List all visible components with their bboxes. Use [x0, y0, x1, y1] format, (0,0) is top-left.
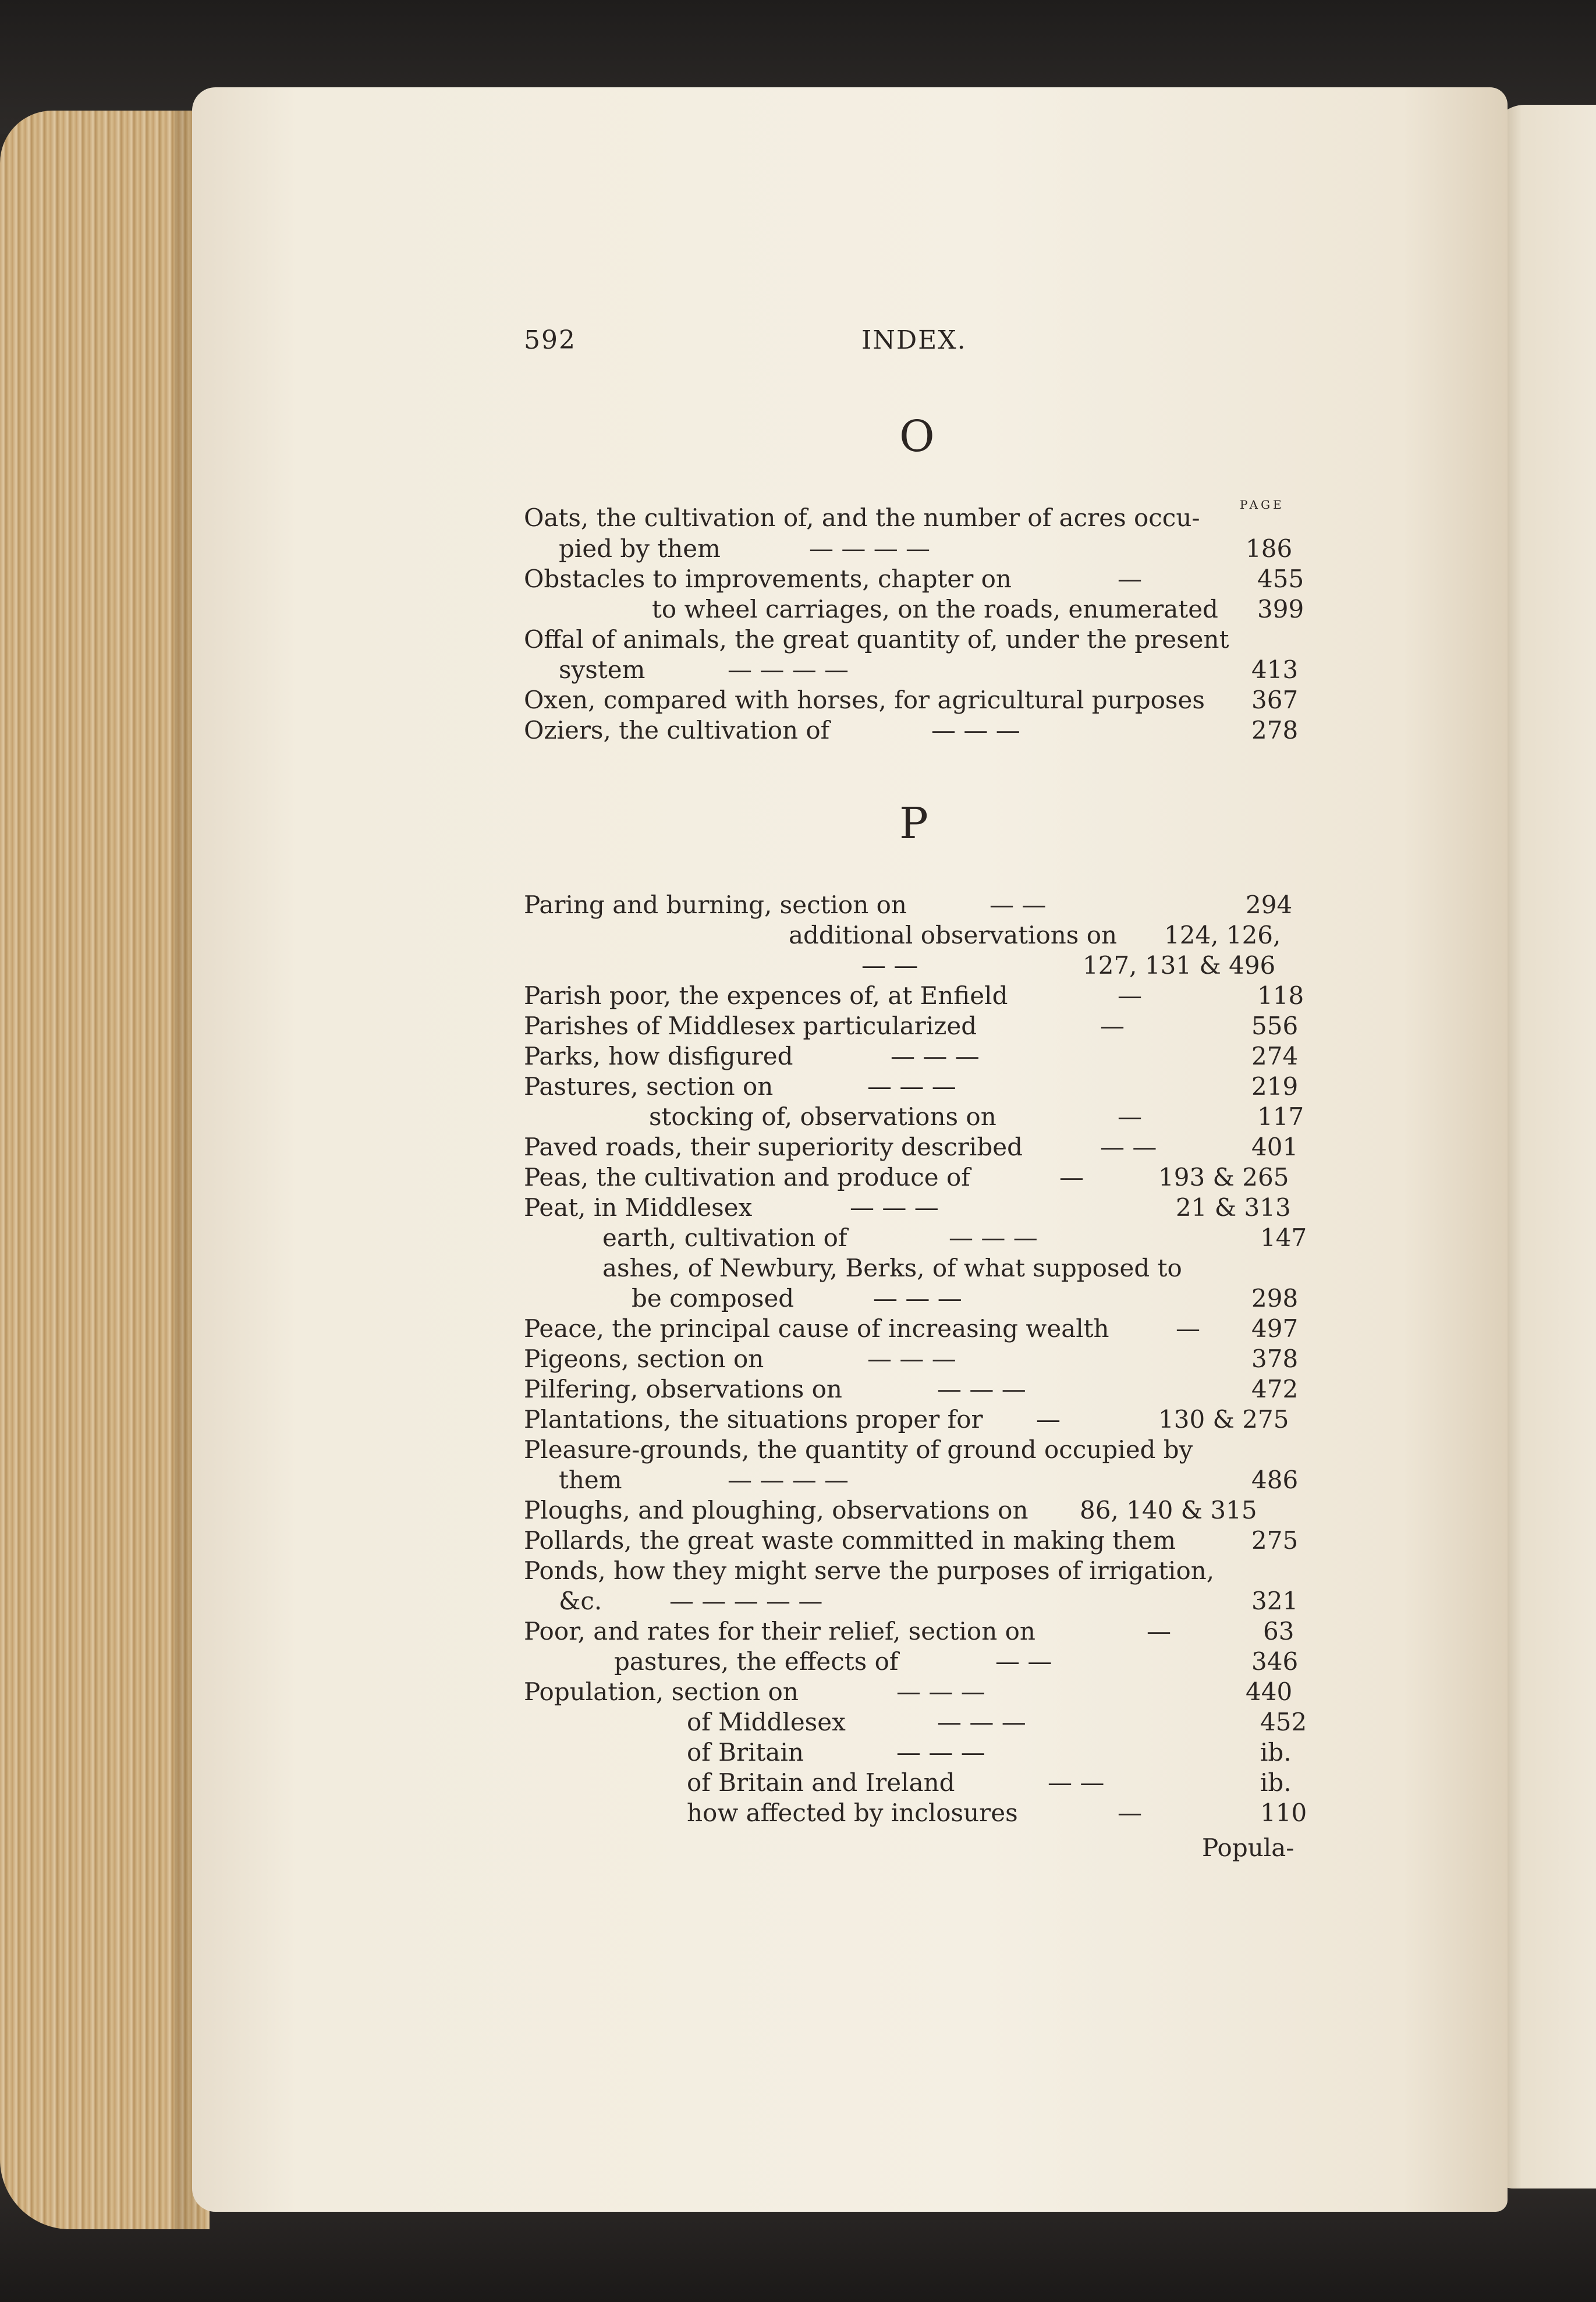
- index-entry: Oats, the cultivation of, and the number of acres occu-: [524, 503, 1200, 532]
- leader-dashes: — — —: [867, 1345, 956, 1373]
- page-ref: 86, 140 & 315: [1080, 1496, 1257, 1524]
- index-entry: Pigeons, section on: [524, 1345, 764, 1373]
- section-letter-p: P: [899, 799, 928, 849]
- page-ref: 275: [1251, 1526, 1299, 1555]
- leader-dashes: — — —: [873, 1284, 962, 1313]
- index-entry: Parks, how disfigured: [524, 1042, 793, 1070]
- page-ref: 294: [1246, 891, 1293, 919]
- index-entry: stocking of, observations on: [649, 1102, 996, 1131]
- leader-dashes: — — — — —: [669, 1587, 823, 1615]
- page-ref: 274: [1251, 1042, 1299, 1070]
- page-ref: 321: [1251, 1587, 1299, 1615]
- leader-dashes: —: [1059, 1163, 1084, 1191]
- page-ref: 110: [1260, 1799, 1307, 1827]
- index-entry: Parish poor, the expences of, at Enfield: [524, 981, 1008, 1010]
- page-ref: 127, 131 & 496: [1083, 951, 1276, 980]
- leader-dashes: —: [1036, 1405, 1061, 1434]
- page-ref: 378: [1251, 1345, 1299, 1373]
- leader-dashes: —: [1118, 981, 1142, 1010]
- index-entry: Peas, the cultivation and produce of: [524, 1163, 970, 1191]
- page-ref: ib.: [1260, 1768, 1292, 1797]
- page-number: 592: [524, 325, 576, 355]
- index-entry: Plantations, the situations proper for: [524, 1405, 983, 1434]
- page-ref: 298: [1251, 1284, 1299, 1313]
- page-ref: 186: [1246, 534, 1293, 563]
- page-ref: 413: [1251, 655, 1299, 684]
- index-entry: Oxen, compared with horses, for agricultural purposes: [524, 686, 1205, 714]
- leader-dashes: — —: [1048, 1768, 1105, 1797]
- index-entry: Paved roads, their superiority described: [524, 1133, 1023, 1161]
- leader-dashes: —: [1118, 1799, 1142, 1827]
- page-ref: 401: [1251, 1133, 1299, 1161]
- page-ref: 130 & 275: [1158, 1405, 1289, 1434]
- section-letter-o: O: [899, 412, 935, 462]
- index-entry: Population, section on: [524, 1677, 799, 1706]
- page-ref: 124, 126,: [1164, 921, 1281, 949]
- page-ref: 455: [1257, 565, 1304, 593]
- index-entry: Pilfering, observations on: [524, 1375, 842, 1403]
- index-entry: earth, cultivation of: [602, 1223, 847, 1252]
- page-column-label: PAGE: [1240, 498, 1285, 512]
- index-entry: Pleasure-grounds, the quantity of ground occupied by: [524, 1435, 1193, 1464]
- page-ref: 278: [1251, 716, 1299, 744]
- page-ref: 63: [1263, 1617, 1294, 1645]
- page-ref: ib.: [1260, 1738, 1292, 1767]
- leader-dashes: — — —: [931, 716, 1020, 744]
- page-ref: 117: [1257, 1102, 1304, 1131]
- index-entry: Oziers, the cultivation of: [524, 716, 830, 744]
- page-ref: 118: [1257, 981, 1304, 1010]
- leader-dashes: —: [1118, 565, 1142, 593]
- leader-dashes: — —: [989, 891, 1047, 919]
- page-ref: 440: [1246, 1677, 1293, 1706]
- page-stack-edges: [0, 111, 210, 2229]
- index-entry: Peace, the principal cause of increasing wealth: [524, 1314, 1109, 1343]
- index-entry: to wheel carriages, on the roads, enumerated: [652, 595, 1218, 623]
- index-entry: Peat, in Middlesex: [524, 1193, 753, 1222]
- page-ref: 472: [1251, 1375, 1299, 1403]
- index-entry: Pollards, the great waste committed in making them: [524, 1526, 1176, 1555]
- leader-dashes: — — — —: [809, 534, 931, 563]
- page-ref: 147: [1260, 1223, 1307, 1252]
- index-entry: ashes, of Newbury, Berks, of what supposed to: [602, 1254, 1182, 1282]
- page-ref: 21 & 313: [1176, 1193, 1291, 1222]
- index-entry: Paring and burning, section on: [524, 891, 907, 919]
- leader-dashes: — — — —: [728, 1466, 849, 1494]
- index-entry: them: [559, 1466, 622, 1494]
- page-ref: 556: [1251, 1012, 1299, 1040]
- leader-dashes: — —: [995, 1647, 1052, 1676]
- leader-dashes: — — —: [949, 1223, 1038, 1252]
- leader-dashes: — —: [861, 951, 918, 980]
- leader-dashes: —: [1118, 1102, 1142, 1131]
- index-entry: system: [559, 655, 646, 684]
- leader-dashes: —: [1147, 1617, 1171, 1645]
- leader-dashes: — — —: [937, 1708, 1026, 1736]
- page-ref: 219: [1251, 1072, 1299, 1101]
- page-ref: 346: [1251, 1647, 1299, 1676]
- index-entry: Ploughs, and ploughing, observations on: [524, 1496, 1028, 1524]
- leader-dashes: — — —: [896, 1677, 985, 1706]
- leader-dashes: — — — —: [728, 655, 849, 684]
- catchword: Popula-: [1202, 1833, 1294, 1862]
- index-entry: of Britain: [687, 1738, 804, 1767]
- leader-dashes: — — —: [891, 1042, 980, 1070]
- index-entry: Poor, and rates for their relief, section on: [524, 1617, 1035, 1645]
- index-entry: how affected by inclosures: [687, 1799, 1018, 1827]
- leader-dashes: — — —: [896, 1738, 985, 1767]
- leader-dashes: — —: [1100, 1133, 1157, 1161]
- index-entry: pied by them: [559, 534, 721, 563]
- index-entry: Parishes of Middlesex particularized: [524, 1012, 977, 1040]
- leader-dashes: — — —: [937, 1375, 1026, 1403]
- page-ref: 193 & 265: [1158, 1163, 1289, 1191]
- index-entry: Obstacles to improvements, chapter on: [524, 565, 1012, 593]
- page-ref: 452: [1260, 1708, 1307, 1736]
- leader-dashes: —: [1100, 1012, 1125, 1040]
- running-title: INDEX.: [861, 325, 967, 355]
- page-ref: 486: [1251, 1466, 1299, 1494]
- index-entry: of Middlesex: [687, 1708, 846, 1736]
- index-entry: of Britain and Ireland: [687, 1768, 955, 1797]
- page-ref: 399: [1257, 595, 1304, 623]
- index-entry: additional observations on: [789, 921, 1118, 949]
- index-entry: &c.: [559, 1587, 602, 1615]
- leader-dashes: — — —: [867, 1072, 956, 1101]
- index-entry: Ponds, how they might serve the purposes of irrigation,: [524, 1556, 1215, 1585]
- index-entry: Offal of animals, the great quantity of, under the present: [524, 625, 1229, 654]
- page-ref: 497: [1251, 1314, 1299, 1343]
- leader-dashes: —: [1176, 1314, 1200, 1343]
- index-entry: pastures, the effects of: [614, 1647, 899, 1676]
- leader-dashes: — — —: [850, 1193, 939, 1222]
- index-entry: be composed: [632, 1284, 795, 1313]
- page-ref: 367: [1251, 686, 1299, 714]
- index-entry: Pastures, section on: [524, 1072, 774, 1101]
